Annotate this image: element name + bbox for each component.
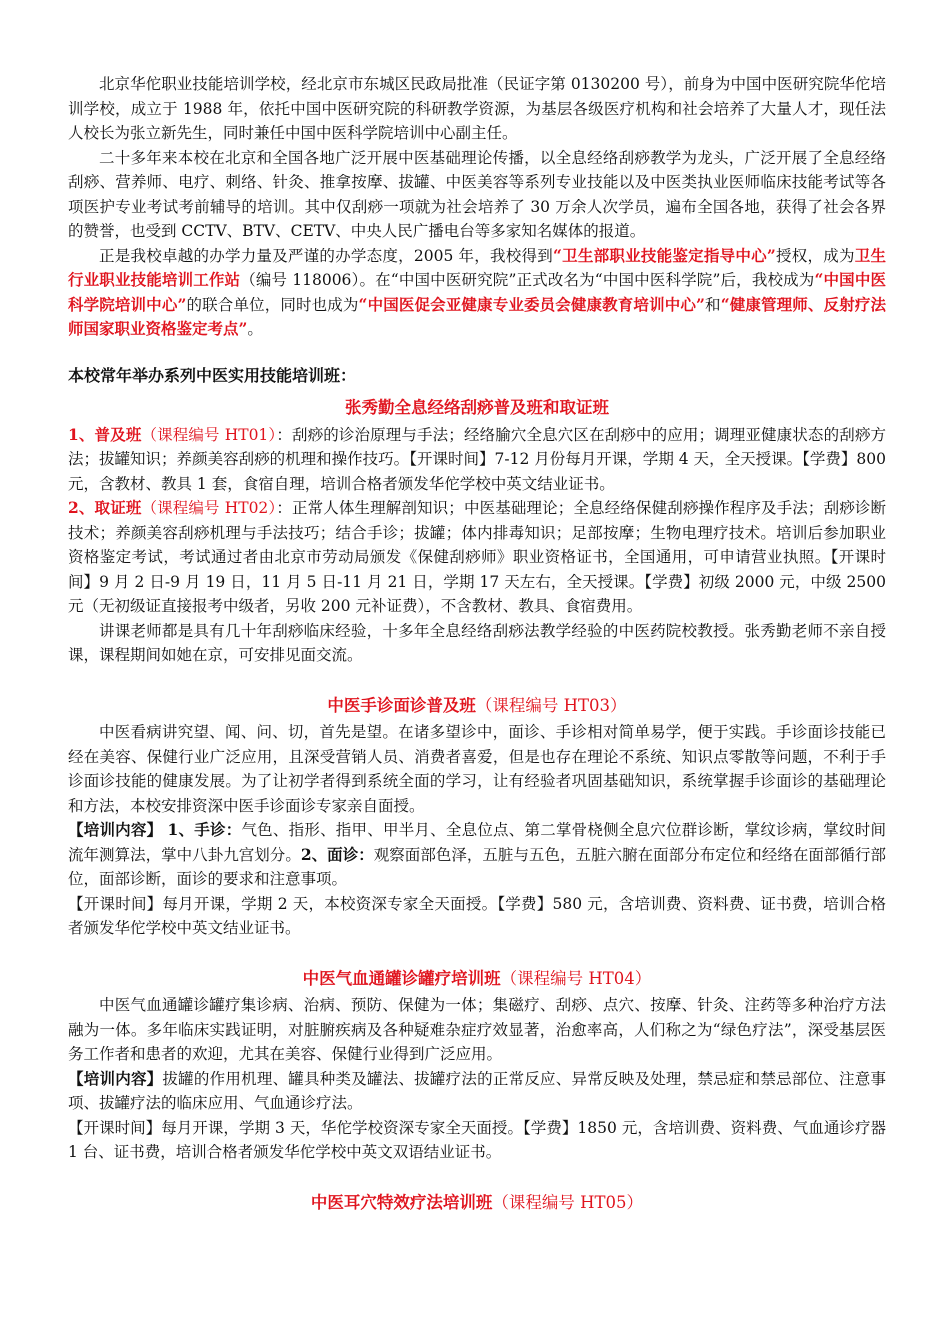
course-3-schedule: 【开课时间】每月开课，学期 3 天，华佗学校资深专家全天面授。【学费】1850 元，含培训费、资料费、气血通诊疗器 1 台、证书费，培训合格者颁发华佗学校中英文双语结业证书。 (68, 1118, 886, 1161)
course-4-title-text: 中医耳穴特效疗法培训班 (310, 1192, 493, 1212)
highlight-workstation: 卫生行业职业技能培训工作站 (68, 245, 886, 289)
spacer (68, 668, 886, 684)
course-1-item-1-text: ：刮痧的诊治原理与手法；经络腧穴全息穴区在刮痧中的应用；调理亚健康状态的刮痧方法；拔罐知识；养颜美容刮痧的机理和操作技巧。【开课时间】7-12 月份每月开课，学期 4 天，全天授课。【学费】800 元，含教材、教具 1 套，食宿自理，培训合格者颁发华佗学校中英文结业证书。 (68, 425, 886, 493)
section-heading: 本校常年举办系列中医实用技能培训班： (68, 365, 357, 385)
course-1-item-1-code: （课程编号 HT01） (141, 425, 277, 444)
course-2-face-label: 2、面诊： (300, 844, 374, 864)
course-2-schedule: 【开课时间】每月开课，学期 2 天，本校资深专家全天面授。【学费】580 元，含培训费、资料费、证书费，培训合格者颁发华佗学校中英文结业证书。 (68, 894, 886, 937)
intro-p3-text-k: 。 (247, 320, 263, 338)
course-1-item-2-label: 2、取证班 (68, 498, 142, 517)
intro-paragraph-2: 二十多年来本校在北京和全国各地广泛开展中医基础理论传播，以全息经络刮痧教学为龙头，广泛开展了全息经络刮痧、营养师、电疗、刺络、针灸、推拿按摩、拔罐、中医美容等系列专业技能以及中医类执业医师临床技能考试等各项医护专业考试考前辅导的培训。其中仅刮痧一项就为社会培养了 30 万余人次学员，遍布全国各地，获得了社会各界的赞誉，也受到 CCTV、BTV、CETV、中央人民广播电台等多家知名媒体的报道。 (68, 148, 886, 240)
course-1-title: 张秀勤全息经络刮痧普及班和取证班 (345, 398, 609, 417)
highlight-exam-site: “健康管理师、反射疗法师国家职业资格鉴定考点” (68, 294, 886, 338)
course-3-code: （课程编号 HT04） (500, 968, 652, 988)
course-2-title (68, 694, 886, 719)
course-2-code: （课程编号 HT03） (475, 695, 627, 715)
course-2-intro: 中医看病讲究望、闻、问、切，首先是望。在诸多望诊中，面诊、手诊相对简单易学，便于实践。手诊面诊技能已经在美容、保健行业广泛应用，且深受营销人员、消费者喜爱，但是也存在理论不系统、知识点零散等问题，不利于手诊面诊技能的健康发展。为了让初学者得到系统全面的学习，让有经验者巩固基础知识，系统掌握手诊面诊的基础理论和方法，本校安排资深中医手诊面诊专家亲自面授。 (68, 723, 886, 815)
course-2-hand-label: 1、手诊： (167, 820, 242, 839)
course-4-title (68, 1191, 886, 1216)
highlight-health-committee: “中国医促会亚健康专业委员会健康教育培训中心” (358, 294, 705, 314)
course-1-item-2 (68, 496, 886, 619)
intro-p3-text-g: 的联合单位，同时也成为 (186, 295, 359, 314)
course-1-item-1-label: 1、普及班 (68, 424, 142, 444)
highlight-academy-center: “中国中医科学院培训中心” (68, 270, 886, 314)
intro-p3-text-a: 正是我校卓越的办学力量及严谨的办学态度，2005 年，我校得到 (99, 246, 553, 265)
course-2-hand-text: 气色、指形、指甲、甲半月、全息位点、第二掌骨桡侧全息穴位群诊断，掌纹诊病，掌纹时间流年测算法，掌中八卦九宫划分。 (68, 821, 886, 864)
course-2-content (68, 818, 886, 892)
intro-p3-text-c: 授权，成为 (775, 246, 855, 265)
intro-p3-text-e: （编号 118006）。在“中国中医研究院”正式改名为“中国中医科学院”后，我校成为 (240, 271, 815, 289)
course-2-title-text: 中医手诊面诊普及班 (327, 695, 476, 715)
course-1-item-1 (68, 423, 886, 497)
course-3-title-text: 中医气血通罐诊罐疗培训班 (302, 968, 501, 988)
spacer (68, 1165, 886, 1181)
course-2-content-label: 【培训内容】 (68, 820, 163, 839)
course-2-face-text: 观察面部色泽，五脏与五色，五脏六腑在面部分布定位和经络在面部循行部位，面部诊断，面诊的要求和注意事项。 (68, 845, 886, 888)
course-3-title (68, 967, 886, 992)
document-page (68, 72, 886, 1217)
course-4-code: （课程编号 HT05） (492, 1192, 644, 1212)
spacer (68, 941, 886, 957)
highlight-ministry-center: “卫生部职业技能鉴定指导中心” (552, 245, 776, 265)
course-3-content-label: 【培训内容】 (68, 1068, 163, 1088)
course-1-item-2-code: （课程编号 HT02） (141, 499, 277, 517)
course-3-content (68, 1067, 886, 1116)
intro-paragraph-1: 北京华佗职业技能培训学校，经北京市东城区民政局批准（民证字第 0130200 号），前身为中国中医研究院华佗培训学校，成立于 1988 年，依托中国中医研究院的科研教学资源，为基层各级医疗机构和社会培养了大量人才，现任法人校长为张立新先生，同时兼任中国中医科学院培训中心副主任。 (68, 75, 886, 142)
intro-p3-text-i: 和 (704, 295, 721, 314)
course-1-teachers: 讲课老师都是具有几十年刮痧临床经验，十多年全息经络刮痧法教学经验的中医药院校教授。张秀勤老师不亲自授课，课程期间如她在京，可安排见面交流。 (68, 621, 886, 664)
course-1-item-2-text: ：正常人体生理解剖知识；中医基础理论；全息经络保健刮痧操作程序及手法；刮痧诊断技术；养颜美容刮痧机理与手法技巧；结合手诊；拔罐；体内排毒知识；足部按摩；生物电理疗技术。培训后参加职业资格鉴定考试，考试通过者由北京市劳动局颁发《保健刮痧师》职业资格证书，全国通用，可申请营业执照。【开课时间】9 月 2 日-9 月 19 日，11 月 5 日-11 月 21 日，学期 17 天左右，全天授课。【学费】初级 2000 元，中级 2500 元（无初级证直接报考中级者，另收 200 元补证费），不含教材、教具、食宿费用。 (68, 499, 886, 615)
course-3-intro: 中医气血通罐诊罐疗集诊病、治病、预防、保健为一体；集磁疗、刮痧、点穴、按摩、针灸、注药等多种治疗方法融为一体。多年临床实践证明，对脏腑疾病及各种疑难杂症疗效显著，治愈率高，人们称之为“绿色疗法”，深受基层医务工作者和患者的欢迎，尤其在美容、保健行业得到广泛应用。 (68, 996, 886, 1063)
course-3-content-text: 拔罐的作用机理、罐具种类及罐法、拔罐疗法的正常反应、异常反映及处理，禁忌症和禁忌部位、注意事项、拔罐疗法的临床应用、气血通诊疗法。 (68, 1069, 886, 1112)
intro-paragraph-3 (68, 244, 886, 342)
